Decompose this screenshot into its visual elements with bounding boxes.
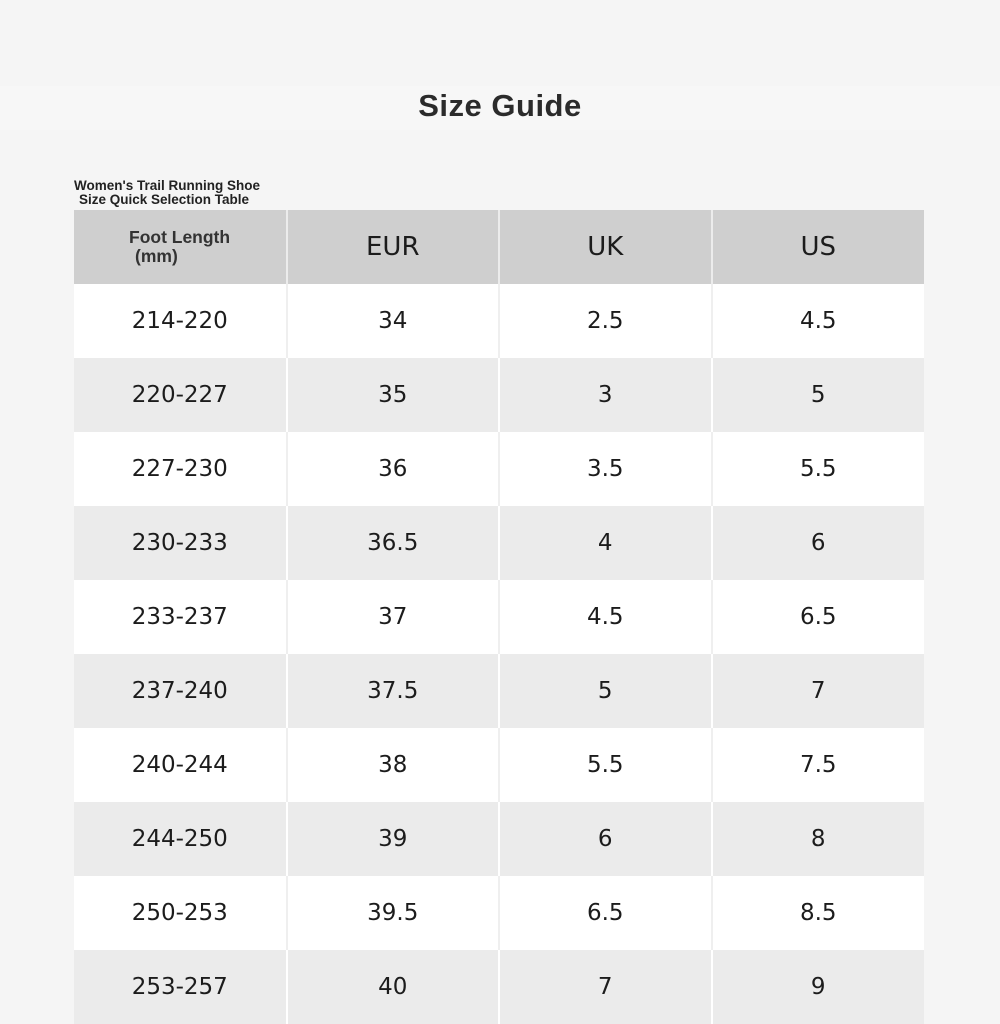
cell-uk: 5 [499,654,712,728]
cell-eur: 34 [287,284,500,358]
header-uk: UK [499,210,712,284]
cell-us: 5 [712,358,925,432]
header-foot-length-label: Foot Length [129,227,231,247]
cell-us: 6.5 [712,580,925,654]
cell-foot-length: 233-237 [131,604,228,630]
cell-foot-length: 230-233 [131,530,228,556]
cell-eur: 37.5 [287,654,500,728]
cell-eur: 37 [287,580,500,654]
cell-eur: 40 [287,950,500,1024]
cell-uk: 4 [499,506,712,580]
table-row [74,654,924,728]
cell-eur: 35 [287,358,500,432]
cell-us: 7 [712,654,925,728]
header-foot-length [74,210,287,284]
caption-line-1: Women's Trail Running Shoe [74,178,260,193]
header-foot-length-unit: (mm) [135,246,178,266]
cell-eur: 38 [287,728,500,802]
cell-uk: 2.5 [499,284,712,358]
cell-uk: 4.5 [499,580,712,654]
cell-eur: 39 [287,802,500,876]
cell-foot-length: 244-250 [131,826,228,852]
table-row [74,358,924,432]
table-header-row [74,210,924,284]
cell-us: 6 [712,506,925,580]
cell-foot-length: 220-227 [131,382,228,408]
table-row [74,284,924,358]
size-table [74,210,924,1024]
cell-foot-length: 227-230 [131,456,228,482]
table-row [74,802,924,876]
cell-foot-length: 237-240 [131,678,228,704]
cell-foot-length: 253-257 [131,974,228,1000]
table-row [74,580,924,654]
cell-eur: 36 [287,432,500,506]
cell-us: 9 [712,950,925,1024]
cell-us: 8 [712,802,925,876]
caption-line-2: Size Quick Selection Table [79,192,250,207]
cell-foot-length: 240-244 [131,752,228,778]
cell-foot-length: 214-220 [131,308,228,334]
cell-uk: 6 [499,802,712,876]
header-us: US [712,210,925,284]
cell-uk: 6.5 [499,876,712,950]
header-eur: EUR [287,210,500,284]
table-caption [74,179,304,207]
table-row [74,876,924,950]
cell-uk: 5.5 [499,728,712,802]
cell-foot-length: 250-253 [131,900,228,926]
cell-uk: 3.5 [499,432,712,506]
cell-us: 4.5 [712,284,925,358]
cell-uk: 7 [499,950,712,1024]
cell-uk: 3 [499,358,712,432]
cell-eur: 39.5 [287,876,500,950]
table-row [74,728,924,802]
cell-us: 8.5 [712,876,925,950]
table-row [74,506,924,580]
table-row [74,432,924,506]
cell-us: 5.5 [712,432,925,506]
table-row [74,950,924,1024]
cell-eur: 36.5 [287,506,500,580]
cell-us: 7.5 [712,728,925,802]
page-title: Size Guide [418,88,582,123]
